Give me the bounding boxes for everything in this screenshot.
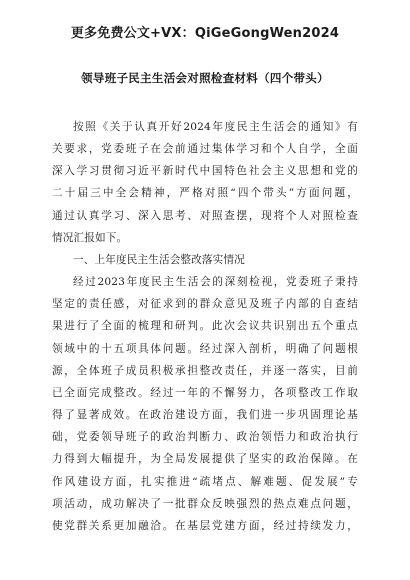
body-line: 力得到大幅提升，为全局发展提供了坚实的政治保障。在: [52, 453, 358, 466]
section-heading-text: 一、上年度民主生活会整改落实情况: [73, 253, 245, 266]
body-line: 情况汇报如下。: [52, 231, 128, 244]
body-line: 作风建设方面，扎实推进“疏堵点、解难题、促发展”专: [52, 475, 358, 488]
watermark-header: 更多免费公文+VX：QiGeGongWen2024: [70, 26, 340, 41]
body-line: 项活动，成功解决了一批群众反映强烈的热点难点问题，: [52, 497, 358, 510]
body-line: 二十届三中全会精神，严格对照“四个带头”方面问题，: [52, 187, 358, 200]
section-heading: [52, 249, 358, 271]
body-line: 经过2023年度民主生活会的深刻检视，党委班子秉持: [73, 276, 358, 289]
body-line: 关要求，党委班子在会前通过集体学习和个人自学，全面: [52, 143, 358, 156]
document-title: 领导班子民主生活会对照检查材料（四个带头）: [81, 71, 329, 85]
body-line: 础，党委领导班子的政治判断力、政治领悟力和政治执行: [52, 431, 358, 444]
body-line: 领域中的十五项具体问题。经过深入剖析，明确了问题根: [52, 342, 358, 355]
paragraph-intro: [52, 116, 358, 249]
body-line: 按照《关于认真开好2024年度民主生活会的通知》有: [73, 121, 358, 133]
body-line: 得了显著成效。在政治建设方面，我们进一步巩固理论基: [52, 409, 358, 422]
body-line: 源，全体班子成员积极承担整改责任，并逐一落实，目前: [52, 364, 358, 377]
body-line: 通过认真学习、深入思考、对照查摆，现将个人对照检查: [52, 209, 358, 222]
body-line: 果进行了全面的梳理和研判。此次会议共识别出五个重点: [52, 320, 358, 333]
body-line: 坚定的责任感，对征求到的群众意见及班子内部的自查结: [52, 298, 358, 311]
body-line: 已全面完成整改。经过一年的不懈努力，各项整改工作取: [52, 386, 358, 399]
paragraph-section-one: [52, 271, 358, 537]
body-line: 深入学习贯彻习近平新时代中国特色社会主义思想和党的: [52, 165, 358, 178]
body-line: 使党群关系更加融洽。在基层党建方面，经过持续发力，: [52, 519, 358, 532]
document-body: [52, 116, 358, 537]
